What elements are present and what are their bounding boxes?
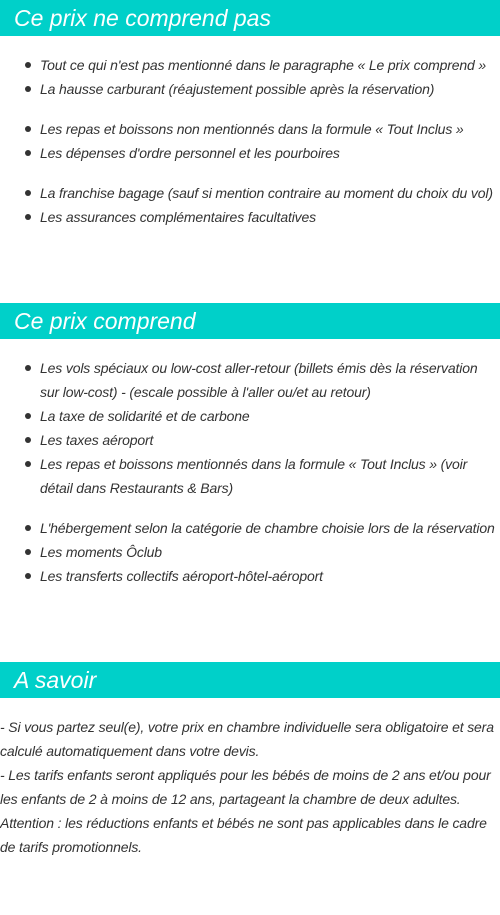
- bullet-icon: [25, 573, 31, 579]
- list-item: Les taxes aéroport: [0, 428, 500, 452]
- included-section-title: Ce prix comprend: [14, 308, 196, 334]
- bullet-icon: [25, 437, 31, 443]
- list-item: L'hébergement selon la catégorie de chambre choisie lors de la réservation: [0, 516, 500, 540]
- bullet-icon: [25, 62, 31, 68]
- info-paragraph: - Si vous partez seul(e), votre prix en chambre individuelle sera obligatoire et sera calculé automatiquement dans votre devis.: [0, 719, 494, 759]
- bullet-icon: [25, 461, 31, 467]
- bullet-icon: [25, 525, 31, 531]
- info-text-block: [0, 715, 500, 859]
- list-item: Les vols spéciaux ou low-cost aller-retour (billets émis dès la réservation sur low-cost) - (escale possible à l'aller ou/et au retour): [0, 356, 500, 404]
- excluded-section-title: Ce prix ne comprend pas: [14, 5, 271, 31]
- bullet-icon: [25, 549, 31, 555]
- bullet-icon: [25, 413, 31, 419]
- bullet-icon: [25, 150, 31, 156]
- list-item: Les dépenses d'ordre personnel et les pourboires: [0, 141, 500, 165]
- list-item: Les repas et boissons non mentionnés dans la formule « Tout Inclus »: [0, 117, 500, 141]
- list-item: Les moments Ôclub: [0, 540, 500, 564]
- info-section-header: [0, 662, 500, 698]
- list-item: Les transferts collectifs aéroport-hôtel-aéroport: [0, 564, 500, 588]
- bullet-icon: [25, 190, 31, 196]
- included-list: [0, 356, 500, 588]
- list-item: La franchise bagage (sauf si mention contraire au moment du choix du vol): [0, 181, 500, 205]
- list-item: Tout ce qui n'est pas mentionné dans le paragraphe « Le prix comprend »: [0, 53, 500, 77]
- included-section-header: [0, 303, 500, 339]
- info-paragraph: Attention : les réductions enfants et bébés ne sont pas applicables dans le cadre de tarifs promotionnels.: [0, 815, 487, 855]
- excluded-list: [0, 53, 500, 229]
- bullet-icon: [25, 86, 31, 92]
- list-item: Les assurances complémentaires facultatives: [0, 205, 500, 229]
- excluded-section-header: [0, 0, 500, 36]
- list-item: La taxe de solidarité et de carbone: [0, 404, 500, 428]
- info-paragraph: - Les tarifs enfants seront appliqués pour les bébés de moins de 2 ans et/ou pour les enfants de 2 à moins de 12 ans, partageant la chambre de deux adultes.: [0, 767, 491, 807]
- bullet-icon: [25, 214, 31, 220]
- bullet-icon: [25, 126, 31, 132]
- list-item: La hausse carburant (réajustement possible après la réservation): [0, 77, 500, 101]
- list-item: Les repas et boissons mentionnés dans la formule « Tout Inclus » (voir détail dans Restaurants & Bars): [0, 452, 500, 500]
- bullet-icon: [25, 365, 31, 371]
- info-section-title: A savoir: [14, 667, 97, 693]
